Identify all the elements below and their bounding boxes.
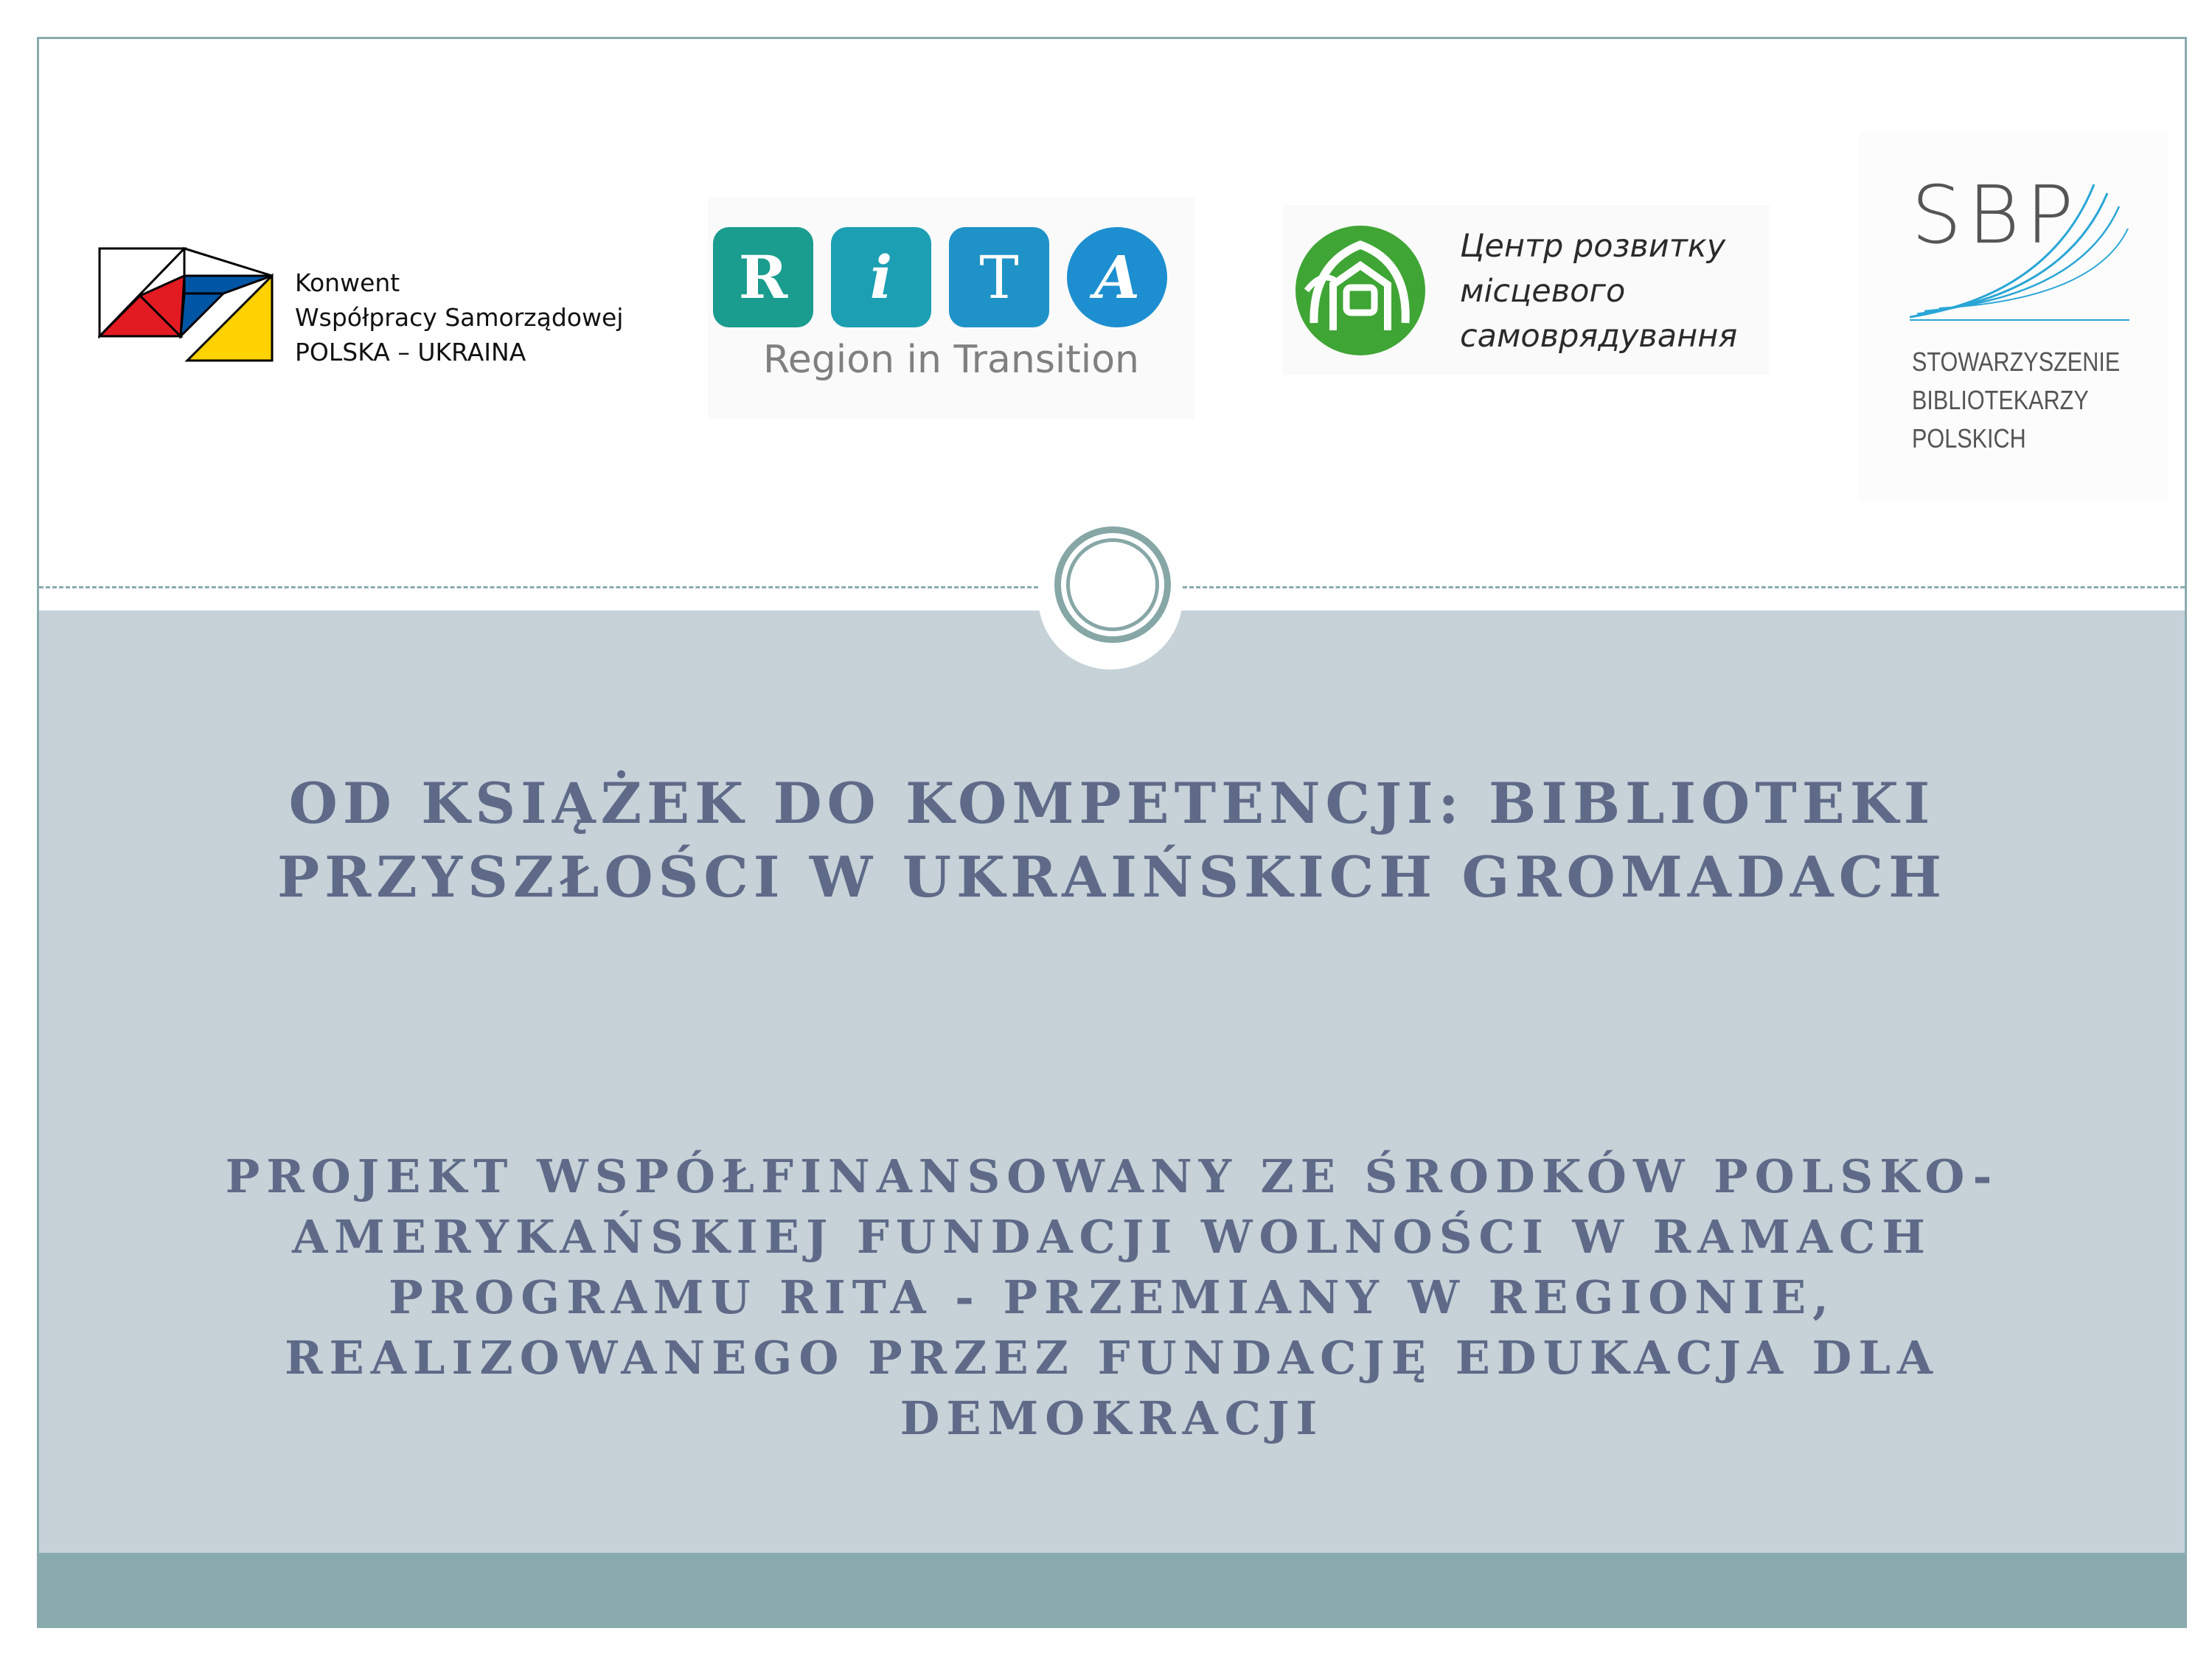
konwent-line-2: Współpracy Samorządowej [295, 303, 624, 332]
sbp-line-1: STOWARZYSZENIE [1912, 347, 2121, 377]
crms-line-1: Центр розвитку [1460, 228, 1726, 265]
slide-subtitle: PROJEKT WSPÓŁFINANSOWANY ZE ŚRODKÓW POLSKO-AMERYKAŃSKIEJ FUNDACJI WOLNOŚCI W RAMACH PROGRAMU RITA - PRZEMIANY W REGIONIE, REALIZOWANEGO PRZEZ FUNDACJĘ EDUKACJA DLA DEMOKRACJI [225, 1150, 1999, 1445]
rita-tile-r: R [713, 227, 813, 327]
rita-subtitle: Region in Transition [763, 338, 1139, 382]
sbp-text [1912, 343, 2120, 458]
crms-line-3: самоврядування [1460, 318, 1738, 355]
sbp-line-2: BIBLIOTEKARZY [1912, 385, 2089, 415]
rita-tile-i: i [831, 227, 931, 327]
sbp-line-3: POLSKICH [1912, 423, 2026, 453]
divider-right [1183, 586, 2185, 588]
crms-logo [1283, 205, 1770, 375]
rita-tile-t: T [949, 227, 1049, 327]
konwent-line-3: POLSKA – UKRAINA [295, 338, 526, 366]
slide-title: OD KSIĄŻEK DO KOMPETENCJI: BIBLIOTEKI PRZYSZŁOŚCI W UKRAIŃSKICH GROMADACH [276, 771, 1947, 910]
house-icon [1292, 220, 1429, 360]
footer-band [39, 1553, 2185, 1626]
rita-tile-a: A [1067, 227, 1167, 327]
divider-ring-inner-icon [1066, 538, 1159, 631]
crms-line-2: місцевого [1460, 273, 1626, 310]
sbp-title: SBP [1911, 170, 2080, 262]
sbp-logo [1858, 133, 2168, 501]
konwent-mark-icon [98, 246, 275, 364]
divider-left [39, 586, 1038, 588]
rita-logo [708, 198, 1194, 419]
konwent-text [295, 265, 623, 369]
konwent-line-1: Konwent [295, 268, 400, 297]
crms-text [1460, 224, 1737, 359]
